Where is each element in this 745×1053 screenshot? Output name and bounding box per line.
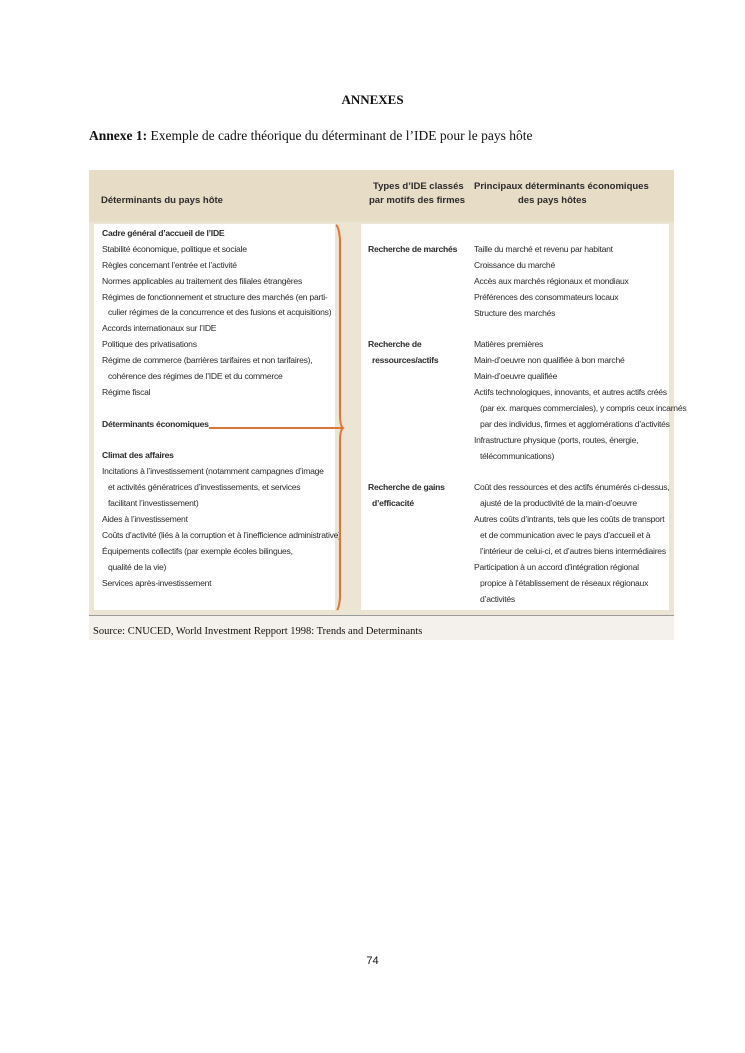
list-item: et de communication avec le pays d’accueil et à <box>480 530 651 541</box>
list-item: Politique des privatisations <box>102 339 197 350</box>
brace-line <box>336 225 343 610</box>
list-item: culier régimes de la concurrence et des fusions et acquisitions) <box>108 307 332 318</box>
list-item: Aides à l’investissement <box>102 514 188 525</box>
category-resource-seeking-line2: ressources/actifs <box>372 354 439 365</box>
list-item: d’activités <box>480 593 515 604</box>
list-item: Main-d’oeuvre non qualifiée à bon marché <box>474 355 625 366</box>
list-spacer <box>474 321 686 337</box>
list-item: et activités génératrices d’investissements, et services <box>108 482 301 493</box>
annex-heading <box>89 128 532 144</box>
economic-determinants-list <box>474 242 686 607</box>
page-number: 74 <box>366 955 379 967</box>
list-item-economic-determinants: Déterminants économiques <box>102 418 209 429</box>
list-item: cohérence des régimes de l’IDE et du commerce <box>108 371 283 382</box>
list-item: Régimes de fonctionnement et structure des marchés (en parti- <box>102 291 328 302</box>
annex-title: Exemple de cadre théorique du déterminant de l’IDE pour le pays hôte <box>147 128 533 143</box>
list-item: Coûts d’activité (liés à la corruption et à l’inefficience administrative) <box>102 529 341 540</box>
list-item: Équipements collectifs (par exemple écoles bilingues, <box>102 545 293 556</box>
list-item: l’intérieur de celui-ci, et d’autres biens intermédiaires <box>480 545 666 556</box>
header-main-determinants-line1: Principaux déterminants économiques <box>474 181 649 192</box>
list-item: Structure des marchés <box>474 307 556 318</box>
list-item: Incitations à l’investissement (notamment campagnes d’image <box>102 466 324 477</box>
list-item: facilitant l’investissement) <box>108 498 199 509</box>
list-item: Matières premières <box>474 339 544 350</box>
category-resource-seeking <box>368 337 438 369</box>
list-item: Accords internationaux sur l’IDE <box>102 323 217 334</box>
list-item: Stabilité économique, politique et sociale <box>102 243 247 254</box>
list-item: (par ex. marques commerciales), y compris ceux incarnés <box>480 402 687 413</box>
list-item: Participation à un accord d’intégration régional <box>474 561 639 572</box>
list-item: Infrastructure physique (ports, routes, énergie, <box>474 434 639 445</box>
list-item: ajusté de la productivité de la main-d’oeuvre <box>480 498 637 509</box>
header-fdi-types-line2: par motifs des firmes <box>369 195 466 206</box>
header-main-determinants-line2: des pays hôtes <box>518 195 587 206</box>
header-host-country-determinants: Déterminants du pays hôte <box>101 195 223 206</box>
category-efficiency-seeking-line2: d’efficacité <box>372 497 414 508</box>
list-item: Normes applicables au traitement des filiales étrangères <box>102 275 302 286</box>
fdi-determinants-figure <box>89 170 687 615</box>
header-fdi-types-line1: Types d’IDE classés <box>373 181 464 192</box>
list-item: Régime de commerce (barrières tarifaires et non tarifaires), <box>102 355 313 366</box>
list-item: Climat des affaires <box>102 450 174 461</box>
category-resource-seeking-line1: Recherche de <box>368 339 422 349</box>
list-item: Régime fiscal <box>102 386 151 397</box>
page-title: ANNEXES <box>341 92 404 107</box>
list-item: Cadre général d’accueil de l’IDE <box>102 228 225 238</box>
category-efficiency-seeking-line1: Recherche de gains <box>368 482 445 492</box>
list-item: Croissance du marché <box>474 259 555 270</box>
list-item: Accès aux marchés régionaux et mondiaux <box>474 275 629 286</box>
list-item: Préférences des consommateurs locaux <box>474 291 619 302</box>
annex-label: Annexe 1: <box>89 128 148 143</box>
list-item: télécommunications) <box>480 450 555 461</box>
list-item: Main-d’oeuvre qualifiée <box>474 371 558 382</box>
list-item: Services après-investissement <box>102 577 212 588</box>
list-item: qualité de la vie) <box>108 561 167 572</box>
list-item: Taille du marché et revenu par habitant <box>474 244 613 254</box>
source-note: Source: CNUCED, World Investment Repport 1998: Trends and Determinants <box>93 626 423 637</box>
list-item: Coût des ressources et des actifs énumérés ci-dessus, <box>474 482 670 493</box>
list-spacer <box>474 464 686 480</box>
list-item: Actifs technologiques, innovants, et autres actifs créés <box>474 387 667 398</box>
category-efficiency-seeking <box>368 480 445 512</box>
list-item: Autres coûts d’intrants, tels que les coûts de transport <box>474 514 665 525</box>
category-market-seeking: Recherche de marchés <box>368 244 458 254</box>
list-item: par des individus, firmes et agglomérations d’activités <box>480 418 670 429</box>
list-item: propice à l’établissement de réseaux régionaux <box>480 577 649 588</box>
list-item: Règles concernant l’entrée et l’activité <box>102 259 237 270</box>
